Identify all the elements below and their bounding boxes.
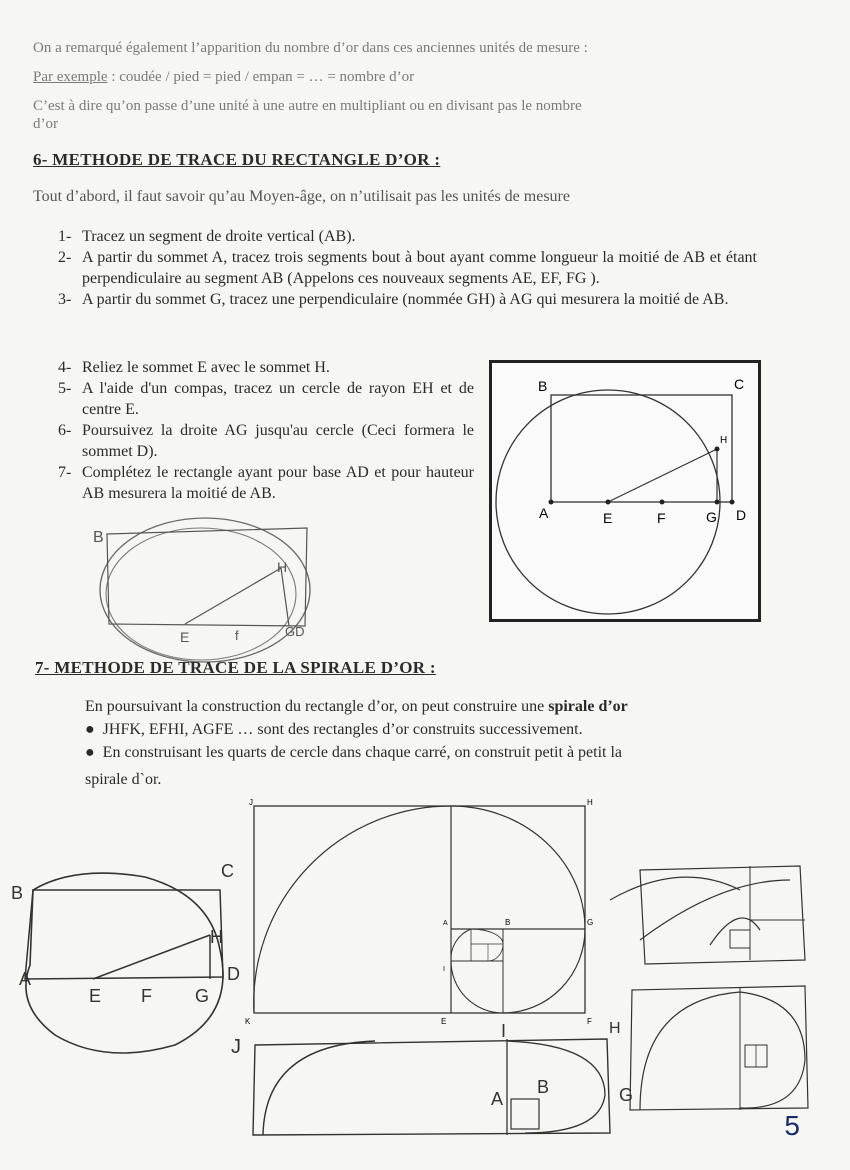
handdrawn-small-sketches — [600, 860, 815, 1140]
fig-label-f: F — [657, 510, 666, 526]
handdrawn-spiral-sketch — [225, 1015, 640, 1165]
fig-label-g: G — [706, 509, 717, 525]
golden-rectangle-figure — [489, 360, 761, 622]
step-1: 1- Tracez un segment de droite vertical (AB). — [58, 228, 356, 245]
steps-list-bottom — [34, 357, 474, 504]
svg-text:F: F — [141, 986, 152, 1006]
svg-text:J: J — [231, 1036, 241, 1058]
svg-text:D: D — [227, 964, 240, 984]
section-7-lead: En poursuivant la construction du rectangle d’or, on peut construire une spirale d’or — [85, 698, 628, 715]
step-7: 7- Complétez le rectangle ayant pour base AD et pour hauteur AB mesurera la moitié de AB. — [58, 464, 474, 502]
svg-text:I: I — [501, 1021, 507, 1041]
fig-label-c: C — [734, 376, 745, 392]
intro-example-label: Par exemple — [33, 69, 108, 85]
section-7-bullet-2-cont: spirale d`or. — [85, 771, 162, 788]
golden-spiral-figure — [245, 796, 595, 1036]
spiral-label-f: F — [587, 1017, 592, 1026]
fig-label-h: H — [720, 435, 728, 446]
spiral-label-i: I — [443, 966, 445, 973]
spiral-label-j: J — [249, 798, 253, 807]
svg-text:G: G — [195, 986, 210, 1006]
golden-rectangle-diagram — [492, 363, 758, 619]
step-6: 6- Poursuivez la droite AG jusqu'au cercle (Ceci formera le sommet D). — [58, 422, 474, 460]
fig-label-e: E — [603, 510, 613, 526]
intro-line-3b: d’or — [33, 116, 58, 132]
spiral-label-b: B — [505, 918, 511, 927]
svg-text:G: G — [619, 1085, 634, 1105]
svg-text:H: H — [277, 559, 288, 575]
intro-line-3: C’est à dire qu’on passe d’une unité à une autre en multipliant ou en divisant pas le nombre — [33, 98, 582, 114]
step-5: 5- A l'aide d'un compas, tracez un cercle de rayon EH et de centre E. — [58, 380, 474, 418]
fig-label-a: A — [539, 505, 549, 521]
fig-label-d: D — [736, 507, 747, 523]
svg-text:H: H — [609, 1020, 621, 1037]
section-6-lead: Tout d’abord, il faut savoir qu’au Moyen-âge, on n’utilisait pas les unités de mesure — [33, 188, 570, 205]
fig-label-b: B — [538, 378, 548, 394]
svg-text:H: H — [210, 927, 223, 947]
svg-text:E: E — [89, 986, 102, 1006]
spiral-label-a: A — [443, 920, 448, 927]
spiral-label-e: E — [441, 1017, 447, 1026]
step-2: 2- A partir du sommet A, tracez trois segments bout à bout ayant comme longueur la moitié de AB et étant perpendiculaire au segment AB (Appelons ces nouveaux segments AE, EF, FG ). — [58, 249, 757, 287]
section-7-bullet-1: ● JHFK, EFHI, AGFE … sont des rectangles d’or construits successivement. — [85, 721, 583, 738]
intro-line-2 — [33, 69, 414, 86]
section-7-bullet-2: ● En construisant les quarts de cercle dans chaque carré, on construit petit à petit la — [85, 744, 623, 761]
steps-list-top — [34, 226, 757, 310]
svg-text:E: E — [180, 629, 190, 645]
spiral-label-g: G — [587, 918, 594, 927]
svg-text:A: A — [19, 969, 32, 989]
step-4: 4- Reliez le sommet E avec le sommet H. — [58, 359, 330, 376]
intro-example-text: : coudée / pied = pied / empan = … = nombre d’or — [107, 69, 415, 85]
section-7-text — [85, 695, 760, 764]
svg-text:f: f — [235, 628, 239, 643]
step-3: 3- A partir du sommet G, tracez une perpendiculaire (nommée GH) à AG qui mesurera la moitié de AB. — [58, 291, 729, 308]
section-6-title: 6- METHODE DE TRACE DU RECTANGLE D’OR : — [33, 150, 441, 169]
svg-text:B: B — [11, 883, 24, 903]
spiral-label-h: H — [587, 798, 593, 807]
svg-text:C: C — [221, 861, 234, 881]
handdrawn-rectangle-sketch-2 — [5, 855, 245, 1060]
svg-text:A: A — [491, 1089, 504, 1109]
intro-line-1: On a remarqué également l’apparition du nombre d’or dans ces anciennes unités de mesure : — [33, 40, 588, 56]
section-7-title: 7- METHODE DE TRACE DE LA SPIRALE D’OR : — [35, 658, 436, 677]
handdrawn-rectangle-sketch-1 — [85, 508, 325, 668]
page-number: 5 — [784, 1110, 800, 1141]
svg-text:GD: GD — [285, 624, 305, 639]
spiral-label-k: K — [245, 1017, 251, 1026]
svg-text:B: B — [537, 1077, 550, 1097]
svg-text:B: B — [93, 529, 104, 546]
